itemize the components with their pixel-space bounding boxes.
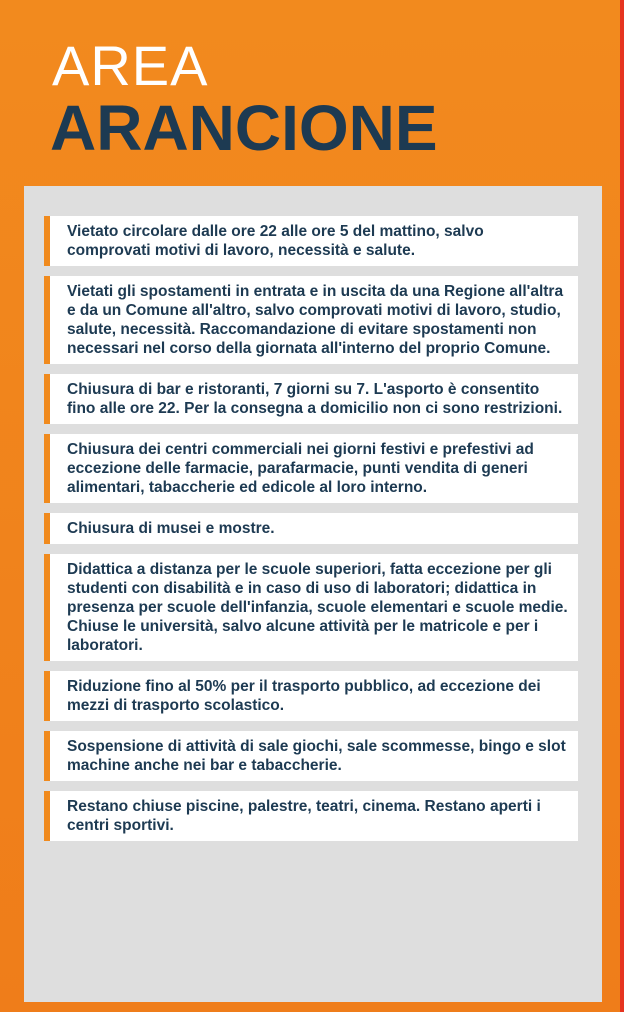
title-arancione: ARANCIONE bbox=[50, 92, 438, 164]
measure-item-transport bbox=[44, 671, 578, 721]
measure-item-travel bbox=[44, 276, 578, 364]
measure-item-sports bbox=[44, 791, 578, 841]
measures-panel bbox=[24, 186, 602, 1002]
measure-text: Chiusura di musei e mostre. bbox=[67, 520, 275, 537]
measure-text: Vietato circolare dalle ore 22 alle ore 5 del mattino, salvo comprovati motivi di lavoro, necessità e salute. bbox=[67, 223, 484, 259]
measure-item-bars-restaurants bbox=[44, 374, 578, 424]
bottom-strip bbox=[0, 1012, 624, 1024]
measure-item-shopping-centers bbox=[44, 434, 578, 503]
measure-text: Chiusura di bar e ristoranti, 7 giorni su 7. L'asporto è consentito fino alle ore 22. Per la consegna a domicilio non ci sono restrizioni. bbox=[67, 381, 563, 417]
measure-item-curfew bbox=[44, 216, 578, 266]
measures-list bbox=[44, 216, 578, 851]
measure-text: Didattica a distanza per le scuole superiori, fatta eccezione per gli studenti con disabilità e in caso di uso di laboratori; didattica in presenza per scuole dell'infanzia, scuole elementari e scuole medie. Chiuse le università, salvo alcune attività per le matricole e per i laboratori. bbox=[67, 561, 568, 654]
measure-item-gaming bbox=[44, 731, 578, 781]
measure-item-museums bbox=[44, 513, 578, 544]
measure-text: Restano chiuse piscine, palestre, teatri, cinema. Restano aperti i centri sportivi. bbox=[67, 798, 541, 834]
edge-stripe bbox=[620, 0, 624, 1012]
measure-text: Riduzione fino al 50% per il trasporto pubblico, ad eccezione dei mezzi di trasporto scolastico. bbox=[67, 678, 541, 714]
measure-text: Vietati gli spostamenti in entrata e in uscita da una Regione all'altra e da un Comune all'altro, salvo comprovati motivi di lavoro, studio, salute, necessità. Raccomandazione di evitare spostamenti non necessari nel corso della giornata all'interno del proprio Comune. bbox=[67, 283, 564, 357]
title-area: AREA bbox=[52, 34, 209, 97]
measure-text: Sospensione di attività di sale giochi, sale scommesse, bingo e slot machine anche nei bar e tabaccherie. bbox=[67, 738, 566, 774]
measure-item-schools bbox=[44, 554, 578, 661]
measure-text: Chiusura dei centri commerciali nei giorni festivi e prefestivi ad eccezione delle farmacie, parafarmacie, punti vendita di generi alimentari, tabaccherie ed edicole al loro interno. bbox=[67, 441, 534, 496]
